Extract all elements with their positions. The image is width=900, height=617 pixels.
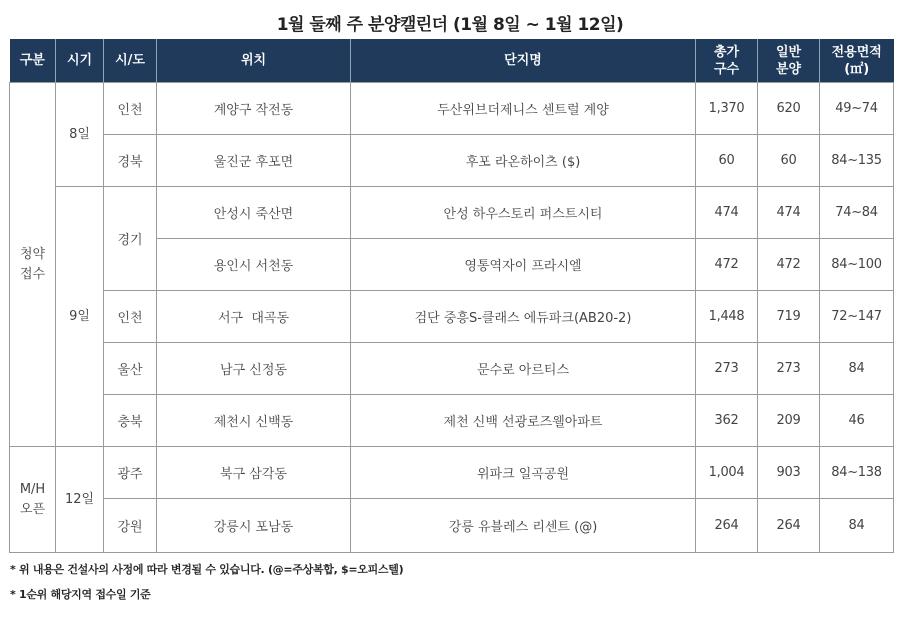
location-cell: 용인시 서천동 [157, 239, 351, 291]
header-area [820, 39, 894, 83]
complex-cell: 문수로 아르티스 [351, 343, 696, 395]
total-units-cell: 60 [696, 135, 758, 187]
complex-cell: 강릉 유블레스 리센트 (@) [351, 499, 696, 553]
area-cell: 74~84 [820, 187, 894, 239]
location-cell: 안성시 죽산면 [157, 187, 351, 239]
complex-cell: 후포 라온하이츠 ($) [351, 135, 696, 187]
total-units-cell: 1,448 [696, 291, 758, 343]
general-sale-cell: 620 [758, 83, 820, 135]
complex-cell: 검단 중흥S-클래스 에듀파크(AB20-2) [351, 291, 696, 343]
total-units-cell: 474 [696, 187, 758, 239]
area-cell: 46 [820, 395, 894, 447]
region-cell: 경기 [104, 187, 157, 291]
area-cell: 84~100 [820, 239, 894, 291]
general-sale-cell: 472 [758, 239, 820, 291]
complex-cell: 두산위브더제니스 센트럴 계양 [351, 83, 696, 135]
area-cell: 84 [820, 343, 894, 395]
table-row [10, 395, 894, 447]
location-cell: 남구 신정동 [157, 343, 351, 395]
calendar-table [9, 39, 894, 553]
table-row [10, 83, 894, 135]
region-cell: 광주 [104, 447, 157, 499]
area-cell: 72~147 [820, 291, 894, 343]
region-cell: 충북 [104, 395, 157, 447]
region-cell: 인천 [104, 83, 157, 135]
location-cell: 계양구 작전동 [157, 83, 351, 135]
group-cell [10, 83, 56, 447]
general-sale-cell: 60 [758, 135, 820, 187]
region-cell: 강원 [104, 499, 157, 553]
header-total-units [696, 39, 758, 83]
footnote-basis: * 1순위 해당지역 접수일 기준 [10, 588, 151, 601]
header-location: 위치 [157, 39, 351, 83]
header-total-units-line2: 구수 [713, 61, 740, 77]
complex-cell: 안성 하우스토리 퍼스트시티 [351, 187, 696, 239]
header-general-sale [758, 39, 820, 83]
group-cell [10, 447, 56, 553]
general-sale-cell: 209 [758, 395, 820, 447]
area-cell: 84 [820, 499, 894, 553]
page-title: 1월 둘째 주 분양캘린더 (1월 8일 ~ 1월 12일) [276, 15, 624, 35]
region-cell: 인천 [104, 291, 157, 343]
table-row [10, 343, 894, 395]
group-line2: 접수 [19, 266, 46, 282]
area-cell: 84~138 [820, 447, 894, 499]
table-row [10, 447, 894, 499]
table-row [10, 187, 894, 239]
header-complex: 단지명 [351, 39, 696, 83]
period-cell: 9일 [56, 187, 104, 447]
area-cell: 84~135 [820, 135, 894, 187]
total-units-cell: 1,370 [696, 83, 758, 135]
period-cell: 12일 [56, 447, 104, 553]
group-line2: 오픈 [19, 501, 46, 517]
region-cell: 울산 [104, 343, 157, 395]
header-region: 시/도 [104, 39, 157, 83]
total-units-cell: 264 [696, 499, 758, 553]
total-units-cell: 472 [696, 239, 758, 291]
table-row [10, 291, 894, 343]
general-sale-cell: 264 [758, 499, 820, 553]
complex-cell: 위파크 일곡공원 [351, 447, 696, 499]
header-general-sale-line1: 일반 [775, 44, 802, 60]
total-units-cell: 273 [696, 343, 758, 395]
header-period: 시기 [56, 39, 104, 83]
general-sale-cell: 903 [758, 447, 820, 499]
group-line1: M/H [19, 481, 46, 497]
total-units-cell: 362 [696, 395, 758, 447]
period-cell: 8일 [56, 83, 104, 187]
group-line1: 청약 [19, 246, 46, 262]
header-group: 구분 [10, 39, 56, 83]
table-row [10, 499, 894, 553]
header-area-line1: 전용면적 [831, 44, 882, 60]
region-cell: 경북 [104, 135, 157, 187]
general-sale-cell: 474 [758, 187, 820, 239]
location-cell: 강릉시 포남동 [157, 499, 351, 553]
header-total-units-line1: 총가 [713, 44, 740, 60]
header-area-line2: (㎡) [844, 61, 870, 77]
complex-cell: 영통역자이 프라시엘 [351, 239, 696, 291]
total-units-cell: 1,004 [696, 447, 758, 499]
location-cell: 북구 삼각동 [157, 447, 351, 499]
header-general-sale-line2: 분양 [775, 61, 802, 77]
footnote-change-notice: * 위 내용은 건설사의 사정에 따라 변경될 수 있습니다. (@=주상복합, $=오피스텔) [10, 563, 404, 576]
complex-cell: 제천 신백 선광로즈웰아파트 [351, 395, 696, 447]
location-cell: 서구 대곡동 [157, 291, 351, 343]
location-cell: 울진군 후포면 [157, 135, 351, 187]
table-row [10, 135, 894, 187]
location-cell: 제천시 신백동 [157, 395, 351, 447]
table-header-row [10, 39, 894, 83]
area-cell: 49~74 [820, 83, 894, 135]
general-sale-cell: 273 [758, 343, 820, 395]
general-sale-cell: 719 [758, 291, 820, 343]
